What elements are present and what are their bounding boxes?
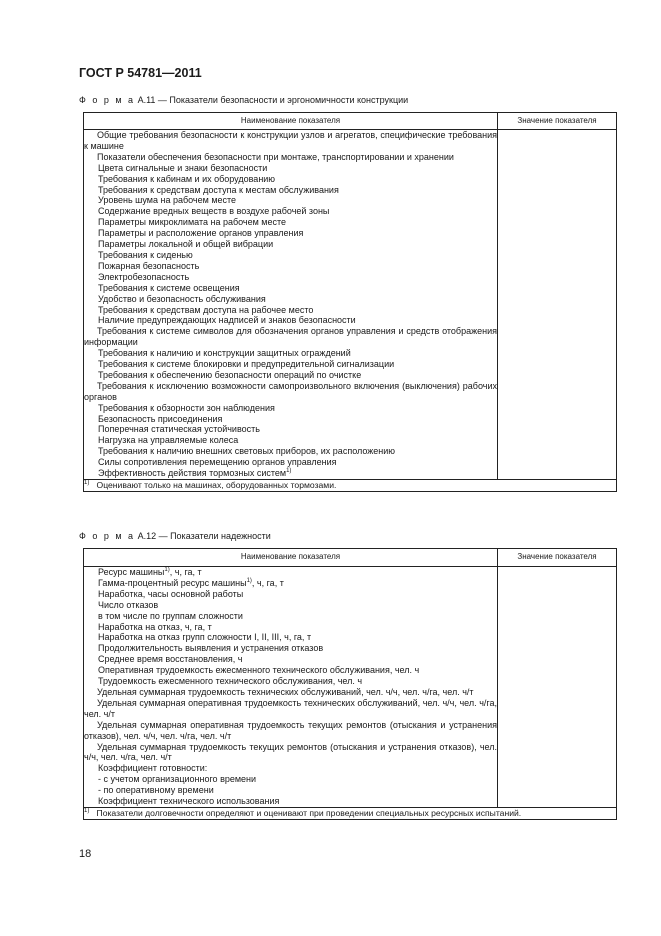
indicator-item — [84, 622, 497, 633]
form-a11-value-cell — [498, 130, 617, 480]
indicator-text: Требования к системе освещения — [98, 282, 240, 293]
indicator-text: Параметры и расположение органов управления — [98, 228, 304, 239]
indicator-text: Требования к системе блокировки и предупредительной сигнализации — [98, 359, 395, 370]
indicator-item — [84, 272, 497, 283]
indicator-text: Содержание вредных веществ в воздухе рабочей зоны — [98, 206, 330, 217]
indicator-item — [84, 785, 497, 796]
indicator-text: Удельная суммарная трудоемкость текущих ремонтов (отыскания и устранения отказов), чел. ч/ч, чел. ч/га, чел. ч/т — [84, 741, 497, 763]
indicator-item — [84, 457, 497, 468]
indicator-item — [84, 643, 497, 654]
form-a12-caption — [79, 531, 271, 541]
indicator-item — [84, 654, 497, 665]
indicator-item — [84, 632, 497, 643]
indicator-item — [84, 589, 497, 600]
indicator-item — [84, 381, 497, 403]
indicator-item — [84, 796, 497, 807]
indicator-item — [84, 424, 497, 435]
indicator-item — [84, 676, 497, 687]
indicator-item — [84, 185, 497, 196]
indicator-text: Продолжительность выявления и устранения отказов — [98, 643, 324, 654]
form-a11-indicator-list — [84, 130, 498, 480]
form-a12-form-word: Ф о р м а — [79, 531, 136, 541]
indicator-text: Наличие предупреждающих надписей и знаков безопасности — [98, 315, 356, 326]
form-a11-footnote-text: Оценивают только на машинах, оборудованных тормозами. — [96, 480, 337, 490]
indicator-text: Среднее время восстановления, ч — [98, 654, 243, 665]
indicator-text: Требования к средствам доступа на рабочее место — [98, 304, 314, 315]
footnote-mark: 1) — [84, 808, 90, 815]
footnote-mark: 1) — [84, 480, 90, 487]
indicator-text: Поперечная статическая устойчивость — [98, 424, 260, 435]
indicator-item — [84, 687, 497, 698]
indicator-item — [84, 315, 497, 326]
indicator-text: Число отказов — [98, 599, 159, 610]
indicator-item — [84, 294, 497, 305]
form-a11-col-name-header: Наименование показателя — [84, 113, 498, 130]
indicator-item — [84, 611, 497, 622]
indicator-item — [84, 742, 497, 764]
indicator-item — [84, 446, 497, 457]
indicator-text: Ресурс машины — [98, 567, 165, 577]
indicator-item — [84, 152, 497, 163]
form-a12-col-value-header: Значение показателя — [498, 549, 617, 567]
indicator-item — [84, 228, 497, 239]
form-a11-col-value-header: Значение показателя — [498, 113, 617, 130]
indicator-text: Уровень шума на рабочем месте — [98, 195, 237, 206]
indicator-text: Безопасность присоединения — [98, 413, 223, 424]
indicator-item — [84, 698, 497, 720]
form-a11-footnote — [84, 480, 617, 492]
indicator-text: Гамма-процентный ресурс машины — [98, 577, 247, 588]
indicator-text: - с учетом организационного времени — [98, 774, 257, 785]
form-a12-table — [83, 548, 617, 820]
indicator-text: Требования к обеспечению безопасности операций по очистке — [98, 369, 362, 380]
indicator-text: Показатели обеспечения безопасности при монтаже, транспортировании и хранении — [97, 151, 454, 162]
form-a11-caption — [79, 95, 408, 105]
indicator-item — [84, 206, 497, 217]
indicator-text: Требования к наличию и конструкции защитных ограждений — [98, 348, 351, 359]
indicator-item — [84, 130, 497, 152]
indicator-text: Параметры микроклимата на рабочем месте — [98, 217, 287, 228]
indicator-item — [84, 163, 497, 174]
indicator-item — [84, 217, 497, 228]
indicator-text: Оперативная трудоемкость ежесменного технического обслуживания, чел. ч — [98, 665, 420, 676]
form-a12-col-name-header: Наименование показателя — [84, 549, 498, 567]
indicator-item — [84, 261, 497, 272]
footnote-ref: 1) — [246, 577, 252, 584]
form-a11-form-word: Ф о р м а — [79, 95, 136, 105]
indicator-text: Параметры локальной и общей вибрации — [98, 239, 274, 250]
indicator-item — [84, 195, 497, 206]
indicator-item — [84, 359, 497, 370]
indicator-item — [84, 435, 497, 446]
form-a12-caption-text: А.12 — Показатели надежности — [135, 531, 271, 541]
form-a11-table — [83, 112, 617, 492]
footnote-ref: 1) — [286, 468, 292, 475]
indicator-text: Удобство и безопасность обслуживания — [98, 293, 266, 304]
indicator-text: Требования к кабинам и их оборудованию — [98, 173, 276, 184]
indicator-text: Нагрузка на управляемые колеса — [98, 435, 239, 446]
indicator-text: Электробезопасность — [98, 271, 190, 282]
indicator-item — [84, 414, 497, 425]
indicator-text: Удельная суммарная оперативная трудоемкость текущих ремонтов (отыскания и устранения отказов), чел. ч/ч, чел. ч/га, чел. ч/т — [84, 719, 497, 741]
indicator-item — [84, 174, 497, 185]
form-a12-indicator-list — [84, 567, 498, 808]
indicator-units: , ч, га, т — [169, 567, 202, 577]
footnote-ref: 1) — [164, 567, 170, 573]
indicator-item — [84, 348, 497, 359]
indicator-item — [84, 239, 497, 250]
form-a11-caption-text: А.11 — Показатели безопасности и эргономичности конструкции — [135, 95, 409, 105]
indicator-text: Общие требования безопасности к конструкции узлов и агрегатов, специфические требования к машине — [84, 130, 497, 151]
indicator-text: Требования к системе символов для обозначения органов управления и средств отображения информации — [84, 326, 497, 348]
indicator-text: Требования к обзорности зон наблюдения — [98, 402, 275, 413]
indicator-text: Требования к средствам доступа к местам обслуживания — [98, 184, 339, 195]
indicator-item — [84, 774, 497, 785]
indicator-text: Требования к сиденью — [98, 249, 193, 260]
indicator-text: - по оперативному времени — [98, 785, 214, 796]
indicator-item — [84, 403, 497, 414]
indicator-item — [84, 578, 497, 589]
indicator-text: Трудоемкость ежесменного технического обслуживания, чел. ч — [98, 676, 363, 687]
indicator-item — [84, 250, 497, 261]
indicator-text: в том числе по группам сложности — [98, 610, 243, 621]
indicator-item — [84, 600, 497, 611]
indicator-item — [84, 326, 497, 348]
document-title: ГОСТ Р 54781—2011 — [79, 66, 202, 80]
indicator-item — [84, 567, 497, 578]
indicator-text: Пожарная безопасность — [98, 260, 200, 271]
form-a12-footnote — [84, 807, 617, 819]
indicator-item — [84, 763, 497, 774]
form-a12-value-cell — [498, 567, 617, 808]
indicator-text: Наработка на отказ групп сложности I, II, III, ч, га, т — [98, 632, 312, 643]
indicator-units: , ч, га, т — [251, 577, 284, 588]
indicator-text: Требования к наличию внешних световых приборов, их расположению — [98, 446, 396, 457]
indicator-text: Наработка на отказ, ч, га, т — [98, 621, 212, 632]
indicator-text: Удельная суммарная трудоемкость технических обслуживаний, чел. ч/ч, чел. ч/га, чел. ч/т — [97, 686, 474, 697]
indicator-item — [84, 665, 497, 676]
indicator-text: Наработка, часы основной работы — [98, 588, 244, 599]
indicator-item — [84, 283, 497, 294]
indicator-text: Коэффициент технического использования — [98, 796, 280, 807]
indicator-text: Силы сопротивления перемещению органов управления — [98, 457, 337, 468]
indicator-text: Требования к исключению возможности самопроизвольного включения (выключения) рабочих органов — [84, 380, 497, 402]
form-a12-footnote-text: Показатели долговечности определяют и оценивают при проведении специальных ресурсных испытаний. — [96, 807, 522, 818]
indicator-item — [84, 370, 497, 381]
indicator-text: Коэффициент готовности: — [98, 763, 208, 774]
indicator-text: Цвета сигнальные и знаки безопасности — [98, 162, 268, 173]
indicator-text: Эффективность действия тормозных систем — [98, 468, 287, 479]
indicator-text: Удельная суммарная оперативная трудоемкость технических обслуживаний, чел. ч/ч, чел. ч/га, чел. ч/т — [84, 697, 497, 719]
page-number: 18 — [79, 848, 92, 860]
indicator-item — [84, 305, 497, 316]
indicator-item — [84, 468, 497, 479]
indicator-item — [84, 720, 497, 742]
